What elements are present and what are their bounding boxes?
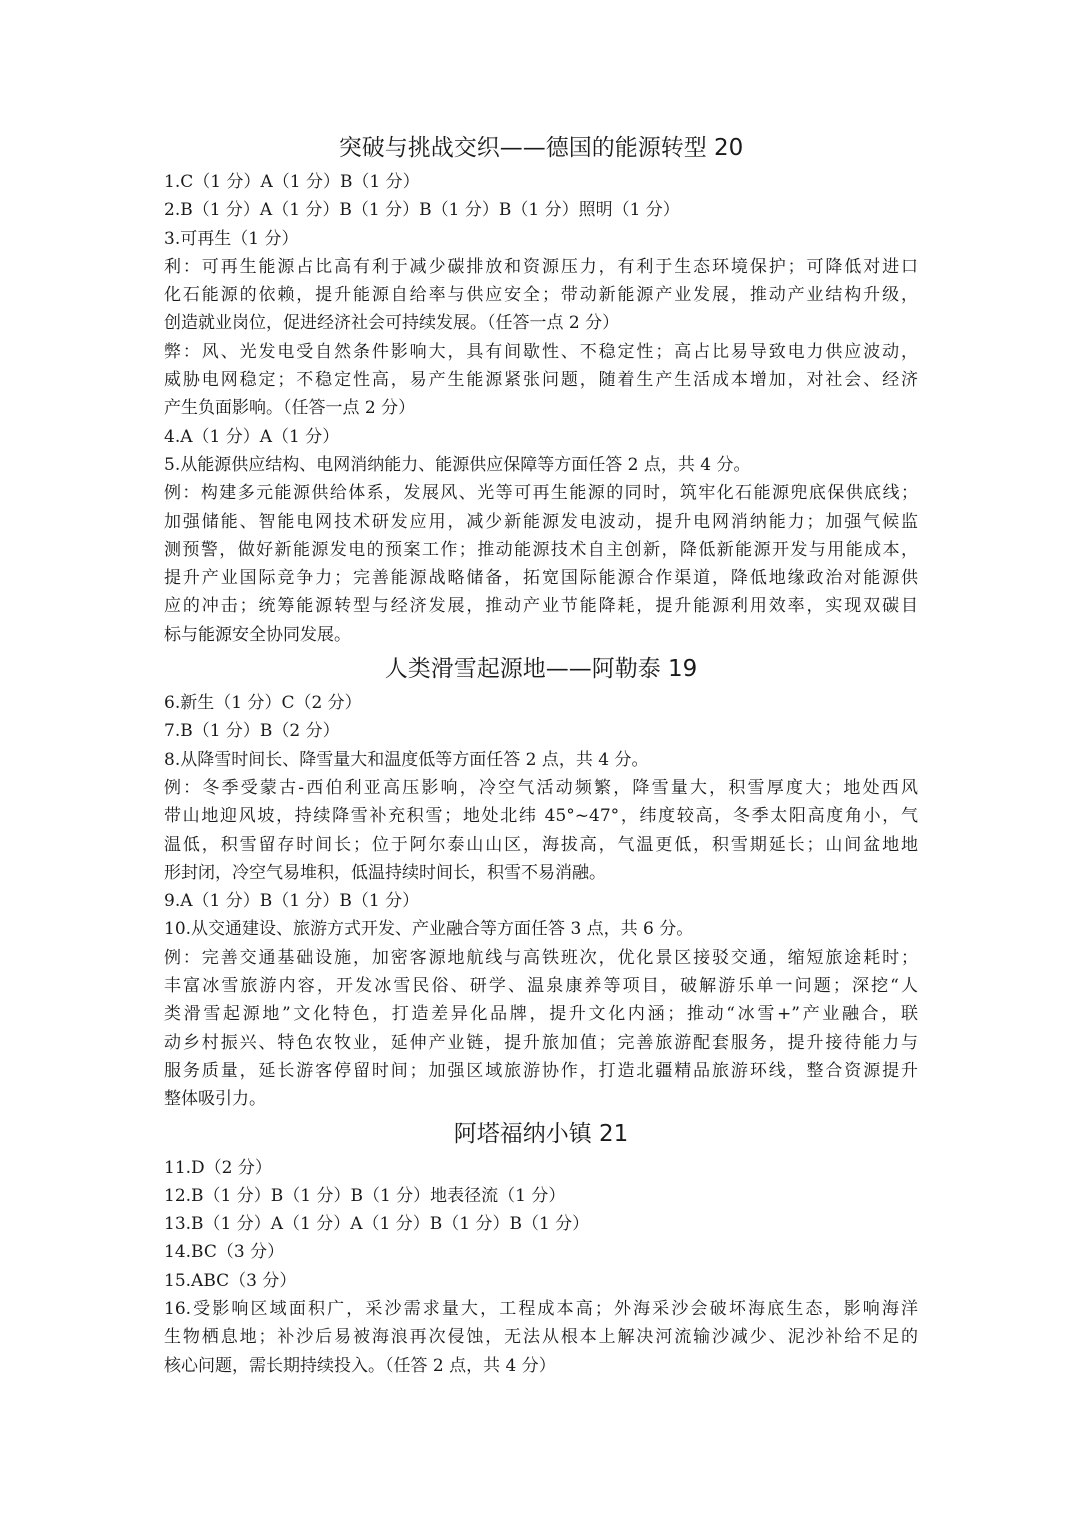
answer-line: 3.可再生（1 分）	[164, 228, 299, 249]
answer-line: 利：可再生能源占比高有利于减少碳排放和资源压力，有利于生态环境保护；可降低对进口	[164, 256, 918, 277]
answer-line: 14.BC（3 分）	[164, 1242, 285, 1263]
section-title: 阿塔福纳小镇 21	[453, 1120, 629, 1147]
answer-line: 1.C（1 分）A（1 分）B（1 分）	[164, 172, 420, 192]
answer-line: 12.B（1 分）B（1 分）B（1 分）地表径流（1 分）	[164, 1185, 566, 1206]
answer-line: 整体吸引力。	[164, 1089, 266, 1110]
answer-line: 15.ABC（3 分）	[164, 1270, 297, 1291]
answer-line: 例：完善交通基础设施，加密客源地航线与高铁班次，优化景区接驳交通，缩短旅途耗时；	[164, 947, 918, 968]
answer-line: 生物栖息地；补沙后易被海浪再次侵蚀，无法从根本上解决河流输沙减少、泥沙补给不足的	[164, 1327, 918, 1348]
answer-line: 带山地迎风坡，持续降雪补充积雪；地处北纬 45°~47°，纬度较高，冬季太阳高度角小，气	[164, 806, 918, 827]
answer-line: 加强储能、智能电网技术研发应用，减少新能源发电波动，提升电网消纳能力；加强气候监	[164, 511, 918, 532]
answer-line: 温低，积雪留存时间长；位于阿尔泰山山区，海拔高，气温更低，积雪期延长；山间盆地地	[164, 834, 918, 855]
answer-line: 服务质量，延长游客停留时间；加强区域旅游协作，打造北疆精品旅游环线，整合资源提升	[164, 1060, 918, 1081]
answer-line: 核心问题，需长期持续投入。（任答 2 点，共 4 分）	[164, 1355, 556, 1376]
answer-key-page	[164, 128, 918, 1380]
answer-line: 形封闭，冷空气易堆积，低温持续时间长，积雪不易消融。	[164, 862, 606, 883]
answer-line: 7.B（1 分）B（2 分）	[164, 721, 340, 742]
answer-section	[164, 1114, 918, 1380]
answer-section	[164, 649, 918, 1113]
answer-line: 4.A（1 分）A（1 分）	[164, 426, 340, 447]
answer-line: 13.B（1 分）A（1 分）A（1 分）B（1 分）B（1 分）	[164, 1214, 590, 1235]
answer-line: 例：构建多元能源供给体系，发展风、光等可再生能源的同时，筑牢化石能源兜底保供底线；	[164, 483, 918, 504]
answer-line: 10.从交通建设、旅游方式开发、产业融合等方面任答 3 点，共 6 分。	[164, 919, 694, 940]
answer-line: 6.新生（1 分）C（2 分）	[164, 693, 362, 714]
answer-line: 弊：风、光发电受自然条件影响大，具有间歇性、不稳定性；高占比易导致电力供应波动，	[164, 341, 918, 362]
answer-line: 应的冲击；统筹能源转型与经济发展，推动产业节能降耗，提升能源利用效率，实现双碳目	[164, 596, 918, 617]
answer-line: 类滑雪起源地”文化特色，打造差异化品牌，提升文化内涵；推动“冰雪+”产业融合，联	[164, 1004, 918, 1025]
answer-line: 标与能源安全协同发展。	[164, 624, 351, 645]
answer-line: 威胁电网稳定；不稳定性高，易产生能源紧张问题，随着生产生活成本增加，对社会、经济	[164, 370, 918, 391]
answer-line: 11.D（2 分）	[164, 1157, 272, 1178]
answer-line: 9.A（1 分）B（1 分）B（1 分）	[164, 891, 420, 912]
answer-section	[164, 128, 918, 649]
answer-line: 创造就业岗位，促进经济社会可持续发展。（任答一点 2 分）	[164, 313, 620, 334]
section-title: 人类滑雪起源地——阿勒泰 19	[384, 656, 698, 683]
answer-line: 化石能源的依赖，提升能源自给率与供应安全；带动新能源产业发展，推动产业结构升级，	[164, 285, 918, 306]
answer-line: 丰富冰雪旅游内容，开发冰雪民俗、研学、温泉康养等项目，破解游乐单一问题；深挖“人	[164, 976, 918, 997]
section-title: 突破与挑战交织——德国的能源转型 20	[338, 135, 744, 161]
answer-line: 测预警，做好新能源发电的预案工作；推动能源技术自主创新，降低新能源开发与用能成本，	[164, 539, 918, 560]
answer-line: 16.受影响区域面积广，采沙需求量大，工程成本高；外海采沙会破坏海底生态，影响海洋	[164, 1298, 918, 1319]
answer-line: 动乡村振兴、特色农牧业，延伸产业链，提升旅加值；完善旅游配套服务，提升接待能力与	[164, 1032, 918, 1053]
answer-line: 2.B（1 分）A（1 分）B（1 分）B（1 分）B（1 分）照明（1 分）	[164, 200, 680, 221]
answer-line: 5.从能源供应结构、电网消纳能力、能源供应保障等方面任答 2 点，共 4 分。	[164, 454, 751, 475]
answer-line: 提升产业国际竞争力；完善能源战略储备，拓宽国际能源合作渠道，降低地缘政治对能源供	[164, 568, 918, 589]
answer-line: 产生负面影响。（任答一点 2 分）	[164, 398, 416, 419]
answer-line: 例：冬季受蒙古-西伯利亚高压影响，冷空气活动频繁，降雪量大，积雪厚度大；地处西风	[164, 777, 918, 798]
answer-line: 8.从降雪时间长、降雪量大和温度低等方面任答 2 点，共 4 分。	[164, 749, 649, 770]
